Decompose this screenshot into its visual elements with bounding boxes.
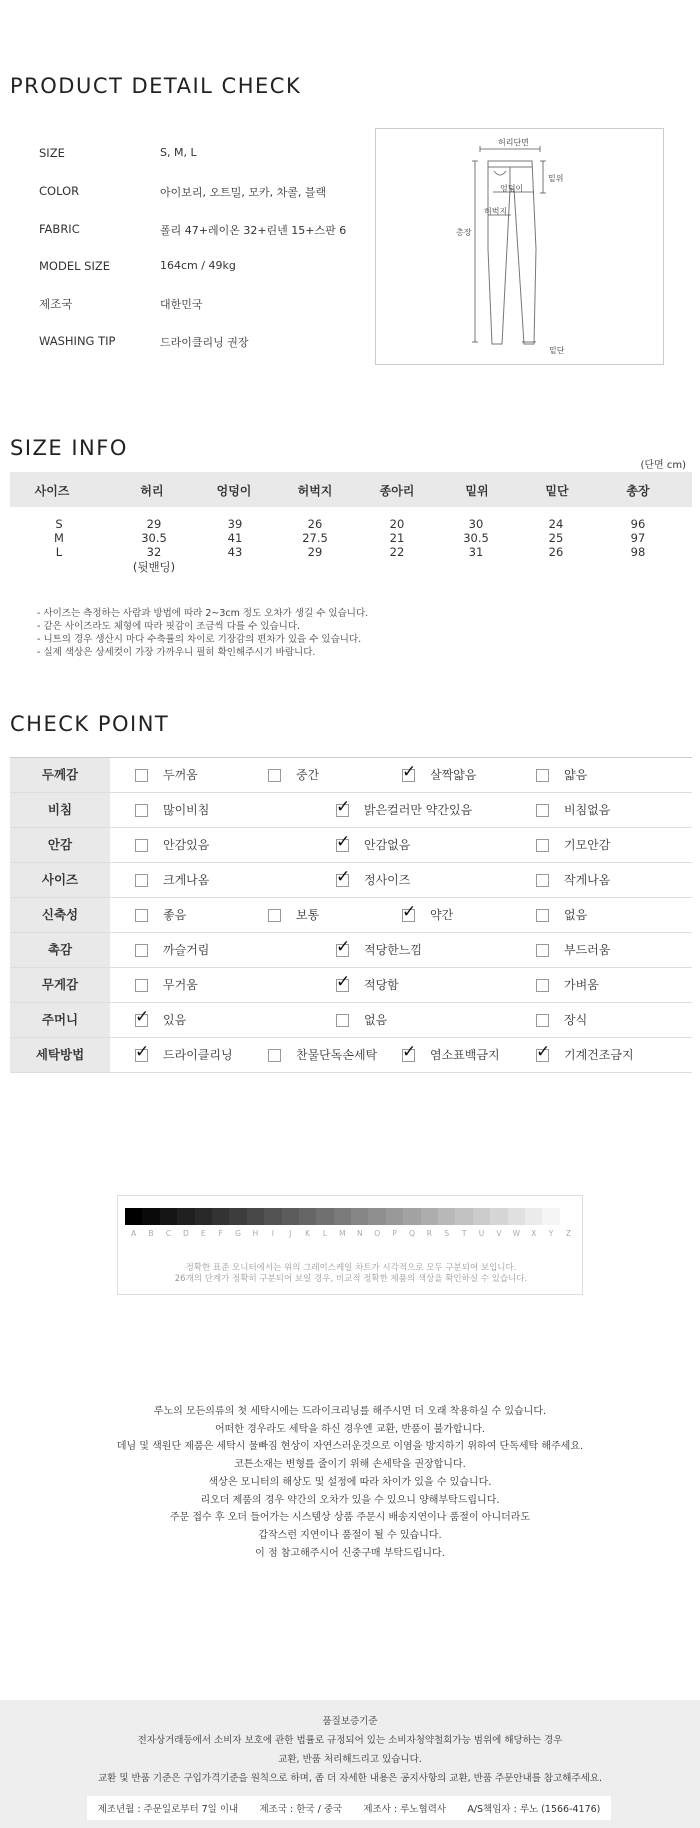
footer-info-item: 제조국 : 한국 / 중국 [259, 1804, 343, 1815]
detail-label-origin: 제조국 [39, 297, 73, 311]
diagram-label-hem: 밑단 [549, 346, 565, 355]
checkbox[interactable] [135, 979, 148, 992]
check-option-label: 작게나옴 [564, 873, 611, 887]
check-option-label: 많이비침 [163, 803, 210, 817]
check-row-lining [10, 828, 692, 863]
grayscale-caption-line: 26개의 단계가 정확히 구분되어 보일 경우, 비교적 정확한 제품의 색상을 확인하실 수 있습니다. [174, 1274, 528, 1284]
checkbox[interactable] [135, 944, 148, 957]
size-cell: 31 [468, 545, 484, 559]
grayscale-swatch [351, 1208, 368, 1225]
grayscale-swatch [316, 1208, 333, 1225]
checkbox[interactable] [135, 909, 148, 922]
care-line: 루노의 모든의류의 첫 세탁시에는 드라이크리닝를 해주시면 더 오래 착용하실 수 있습니다. [153, 1406, 547, 1417]
size-cell: 27.5 [302, 531, 328, 545]
grayscale-letter: V [496, 1229, 502, 1238]
check-option-label: 무거움 [163, 978, 198, 992]
size-cell: 30.5 [463, 531, 489, 545]
size-header-cell: 허리 [140, 484, 164, 498]
size-cell: 32 [146, 545, 162, 559]
checkbox[interactable] [536, 1014, 549, 1027]
check-option-label: 까슬거림 [163, 943, 210, 957]
size-cell: 24 [548, 517, 564, 531]
checkbox[interactable]: ✓ [336, 937, 351, 957]
grayscale-swatch [247, 1208, 264, 1225]
grayscale-swatch [421, 1208, 438, 1225]
check-option-label: 부드러움 [564, 943, 611, 957]
grayscale-swatch [229, 1208, 246, 1225]
check-option-label: 기계건조금지 [564, 1048, 634, 1062]
detail-label-washing-tip: WASHING TIP [39, 334, 116, 348]
check-option-label: 드라이클리닝 [163, 1048, 233, 1062]
quality-guarantee-footer [0, 1700, 700, 1828]
size-header-cell: 종아리 [379, 484, 415, 498]
grayscale-letter: F [218, 1229, 223, 1238]
footer-info-item: 제조사 : 루노협력사 [363, 1804, 447, 1815]
size-cell: 26 [548, 545, 564, 559]
size-cell: 29 [307, 545, 323, 559]
check-option-label: 좋음 [163, 908, 187, 922]
detail-label-color: COLOR [39, 184, 80, 198]
grayscale-letters [125, 1229, 577, 1238]
grayscale-letter: O [374, 1229, 381, 1238]
grayscale-swatch [455, 1208, 472, 1225]
grayscale-letter: G [235, 1229, 241, 1238]
grayscale-letter: K [305, 1229, 311, 1238]
size-cell: 39 [227, 517, 243, 531]
detail-label-fabric: FABRIC [39, 222, 80, 236]
check-option-label: 없음 [564, 908, 588, 922]
checkbox[interactable] [268, 1049, 281, 1062]
grayscale-swatch [160, 1208, 177, 1225]
check-row-weight [10, 968, 692, 1003]
size-note-line: - 니트의 경우 생산시 마다 수축률의 차이로 기장감의 편차가 있을 수 있습니다. [37, 634, 362, 645]
size-cell: 20 [389, 517, 405, 531]
grayscale-swatch [386, 1208, 403, 1225]
grayscale-letter: J [289, 1229, 292, 1238]
check-option-label: 가벼움 [564, 978, 599, 992]
checkbox[interactable] [536, 804, 549, 817]
care-line: 갑작스런 지연이나 품절이 될 수 있습니다. [258, 1529, 442, 1541]
grayscale-swatch [195, 1208, 212, 1225]
grayscale-letter: T [461, 1229, 467, 1238]
checkbox[interactable] [268, 769, 281, 782]
checkbox[interactable] [135, 769, 148, 782]
grayscale-swatch [542, 1208, 559, 1225]
size-header-cell: 사이즈 [34, 484, 70, 498]
checkbox[interactable]: ✓ [336, 797, 351, 817]
grayscale-letter: R [426, 1229, 432, 1238]
checkbox[interactable] [135, 804, 148, 817]
grayscale-letter: P [392, 1229, 397, 1238]
checkbox[interactable]: ✓ [402, 762, 417, 782]
check-option-label: 찬물단독손세탁 [296, 1048, 378, 1062]
care-line: 색상은 모니터의 해상도 및 설정에 따라 차이가 있을 수 있습니다. [208, 1476, 492, 1488]
check-option-label: 안감있음 [163, 838, 210, 852]
check-row-elasticity [10, 898, 692, 933]
care-instructions [0, 1403, 700, 1562]
grayscale-swatch [299, 1208, 316, 1225]
care-line: 이 점 참고해주시어 신중구매 부탁드립니다. [255, 1547, 445, 1559]
size-info-title: SIZE INFO [10, 436, 128, 460]
grayscale-letter: B [148, 1229, 154, 1238]
detail-value-color: 아이보리, 오트밀, 모카, 차콜, 블랙 [160, 186, 327, 199]
check-option-label: 보통 [296, 908, 320, 922]
checkbox[interactable] [135, 839, 148, 852]
checkbox[interactable] [135, 874, 148, 887]
grayscale-letter: N [356, 1229, 363, 1238]
grayscale-letter: L [322, 1229, 328, 1238]
check-row-washing [10, 1038, 692, 1073]
grayscale-letter: A [131, 1229, 137, 1238]
grayscale-swatch [125, 1208, 142, 1225]
size-table-header [10, 472, 692, 507]
grayscale-letter: D [182, 1229, 189, 1238]
checkbox[interactable] [536, 909, 549, 922]
care-line: 주문 접수 후 오더 들어가는 시스템상 상품 주문시 배송지연이나 품절이 아니더라도 [169, 1512, 531, 1524]
checkbox[interactable] [336, 1014, 349, 1027]
detail-value-model-size: 164cm / 49kg [160, 259, 236, 272]
grayscale-chart-box [117, 1195, 583, 1295]
check-row-pocket [10, 1003, 692, 1038]
grayscale-swatch [264, 1208, 281, 1225]
check-row-sheerness [10, 793, 692, 828]
checkbox[interactable] [536, 944, 549, 957]
care-line: 리오더 제품의 경우 약간의 오차가 있을 수 있으니 양해부탁드립니다. [200, 1494, 500, 1506]
size-header-cell: 밑단 [545, 484, 569, 498]
grayscale-swatch [560, 1208, 577, 1225]
size-cell: M [54, 531, 64, 545]
footer-info-item: 제조년월 : 주문일로부터 7일 이내 [97, 1804, 239, 1815]
check-option-label: 크게나옴 [163, 873, 210, 887]
size-cell: 97 [630, 531, 646, 545]
grayscale-caption [118, 1263, 584, 1285]
footer-info-item: A/S책임자 : 루노 (1566-4176) [467, 1804, 601, 1815]
checkbox[interactable]: ✓ [135, 1042, 150, 1062]
grayscale-letter: X [531, 1229, 537, 1238]
check-option-label: 비침없음 [564, 803, 611, 817]
size-note-line: - 사이즈는 측정하는 사람과 방법에 따라 2~3cm 정도 오차가 생길 수 있습니다. [37, 608, 369, 619]
footer-line: 교환, 반품 처리해드리고 있습니다. [278, 1754, 422, 1765]
size-cell: S [55, 517, 63, 531]
size-cell: 25 [548, 531, 564, 545]
product-detail-title: PRODUCT DETAIL CHECK [10, 74, 302, 98]
footer-text [0, 1712, 700, 1788]
checkbox[interactable]: ✓ [402, 902, 417, 922]
checkbox[interactable] [268, 909, 281, 922]
diagram-label-waist: 허리단면 [498, 138, 529, 147]
grayscale-swatch [490, 1208, 507, 1225]
check-option-label: 두꺼움 [163, 768, 198, 782]
check-row-label: 세탁방법 [10, 1038, 110, 1072]
grayscale-letter: S [444, 1229, 450, 1238]
size-cell: L [55, 545, 63, 559]
size-cell: 29 [146, 517, 162, 531]
detail-value-washing-tip: 드라이클리닝 권장 [160, 336, 249, 349]
check-option-label: 있음 [163, 1013, 187, 1027]
grayscale-swatch [368, 1208, 385, 1225]
detail-value-fabric: 폴리 47+레이온 32+린넨 15+스판 6 [160, 224, 347, 237]
checkbox[interactable]: ✓ [336, 867, 351, 887]
checkbox[interactable] [536, 769, 549, 782]
diagram-label-length: 총장 [456, 228, 472, 237]
grayscale-swatch [525, 1208, 542, 1225]
check-row-label: 안감 [10, 828, 110, 862]
size-cell: 30.5 [141, 531, 167, 545]
size-header-cell: 허벅지 [297, 484, 333, 498]
checkbox[interactable]: ✓ [536, 1042, 551, 1062]
size-notes [37, 607, 368, 659]
check-option-label: 적당한느낌 [364, 943, 422, 957]
check-row-label: 신축성 [10, 898, 110, 932]
footer-line: 품질보증기준 [322, 1716, 378, 1727]
grayscale-strip [125, 1208, 577, 1225]
checkbox[interactable]: ✓ [135, 1007, 150, 1027]
diagram-label-thigh: 허벅지 [484, 207, 508, 216]
check-row-thickness [10, 758, 692, 793]
size-cell: 22 [389, 545, 405, 559]
check-option-label: 약간 [430, 908, 454, 922]
check-point-title: CHECK POINT [10, 712, 170, 736]
care-line: 코튼소재는 변형를 줄이기 위해 손세탁을 권장합니다. [234, 1459, 466, 1471]
grayscale-letter: M [339, 1229, 346, 1238]
check-option-label: 염소표백금지 [430, 1048, 500, 1062]
check-row-label: 두께감 [10, 758, 110, 792]
diagram-label-hip: 엉덩이 [500, 184, 524, 193]
size-cell: 26 [307, 517, 323, 531]
grayscale-letter: U [478, 1229, 485, 1238]
pants-measurement-diagram [375, 128, 664, 365]
grayscale-letter: Y [548, 1229, 554, 1238]
grayscale-letter: C [165, 1229, 172, 1238]
detail-label-size: SIZE [39, 146, 65, 160]
check-row-size [10, 863, 692, 898]
grayscale-caption-line: 정확한 표준 모니터에서는 위의 그레이스케일 차트가 시각적으로 모두 구분되어 보입니다. [185, 1263, 517, 1273]
check-row-label: 사이즈 [10, 863, 110, 897]
grayscale-swatch [282, 1208, 299, 1225]
pants-illustration [376, 129, 665, 366]
grayscale-swatch [334, 1208, 351, 1225]
grayscale-swatch [177, 1208, 194, 1225]
footer-info-bar [87, 1796, 611, 1820]
grayscale-letter: I [271, 1229, 274, 1238]
check-option-label: 적당함 [364, 978, 399, 992]
check-option-label: 중간 [296, 768, 320, 782]
check-option-label: 장식 [564, 1013, 588, 1027]
detail-value-origin: 대한민국 [160, 298, 203, 311]
grayscale-letter: Q [408, 1229, 415, 1238]
waist-band-note: (뒷밴딩) [132, 560, 176, 574]
detail-value-size: S, M, L [160, 146, 197, 159]
size-cell: 41 [227, 531, 243, 545]
size-cell: 96 [630, 517, 646, 531]
detail-label-model-size: MODEL SIZE [39, 259, 110, 273]
checkbox[interactable]: ✓ [336, 832, 351, 852]
grayscale-swatch [403, 1208, 420, 1225]
grayscale-letter: E [200, 1229, 206, 1238]
grayscale-letter: Z [565, 1229, 572, 1238]
check-option-label: 안감없음 [364, 838, 411, 852]
care-line: 데님 및 색원단 제품은 세탁시 물빠짐 현상이 자연스러운것으로 이염을 방지하기 위하여 단독세탁 해주세요. [116, 1441, 584, 1453]
grayscale-swatch [508, 1208, 525, 1225]
checkbox[interactable] [536, 839, 549, 852]
grayscale-swatch [142, 1208, 159, 1225]
footer-line: 전자상거래등에서 소비자 보호에 관한 법률로 규정되어 있는 소비자청약철회가능 범위에 해당하는 경우 [137, 1735, 563, 1746]
grayscale-letter: W [512, 1229, 520, 1238]
checkbox[interactable] [536, 979, 549, 992]
grayscale-letter: H [252, 1229, 259, 1238]
check-option-label: 얇음 [564, 768, 588, 782]
size-cell: 43 [227, 545, 243, 559]
check-row-label: 촉감 [10, 933, 110, 967]
size-cell: 98 [630, 545, 646, 559]
check-row-texture [10, 933, 692, 968]
size-cell: 21 [389, 531, 405, 545]
check-option-label: 정사이즈 [364, 873, 411, 887]
grayscale-swatch [438, 1208, 455, 1225]
check-option-label: 없음 [364, 1013, 388, 1027]
footer-line: 교환 및 반품 기준은 구입가격기준을 원칙으로 하며, 좀 더 자세한 내용은 공지사항의 교환, 반품 주문안내를 참고해주세요. [97, 1773, 603, 1784]
size-unit-note: (단면 cm) [640, 460, 686, 471]
grayscale-swatch [473, 1208, 490, 1225]
checkbox[interactable] [536, 874, 549, 887]
check-option-label: 밝은컬러만 약간있음 [364, 803, 473, 817]
check-row-label: 무게감 [10, 968, 110, 1002]
check-row-label: 주머니 [10, 1003, 110, 1037]
size-header-cell: 엉덩이 [216, 484, 252, 498]
size-note-line: - 같은 사이즈라도 체형에 따라 핏감이 조금씩 다를 수 있습니다. [37, 621, 301, 632]
care-line: 어떠한 경우라도 세탁을 하신 경우엔 교환, 반품이 불가합니다. [214, 1423, 486, 1435]
size-header-cell: 총장 [626, 484, 650, 498]
size-header-cell: 밑위 [465, 484, 489, 498]
checkbox[interactable]: ✓ [336, 972, 351, 992]
grayscale-swatch [212, 1208, 229, 1225]
size-cell: 30 [468, 517, 484, 531]
check-option-label: 살짝얇음 [430, 768, 477, 782]
check-option-label: 기모안감 [564, 838, 611, 852]
check-row-label: 비침 [10, 793, 110, 827]
diagram-label-rise: 밑위 [548, 174, 564, 183]
size-note-line: - 실제 색상은 상세컷이 가장 가까우니 필히 확인해주시기 바랍니다. [37, 647, 316, 658]
checkbox[interactable]: ✓ [402, 1042, 417, 1062]
